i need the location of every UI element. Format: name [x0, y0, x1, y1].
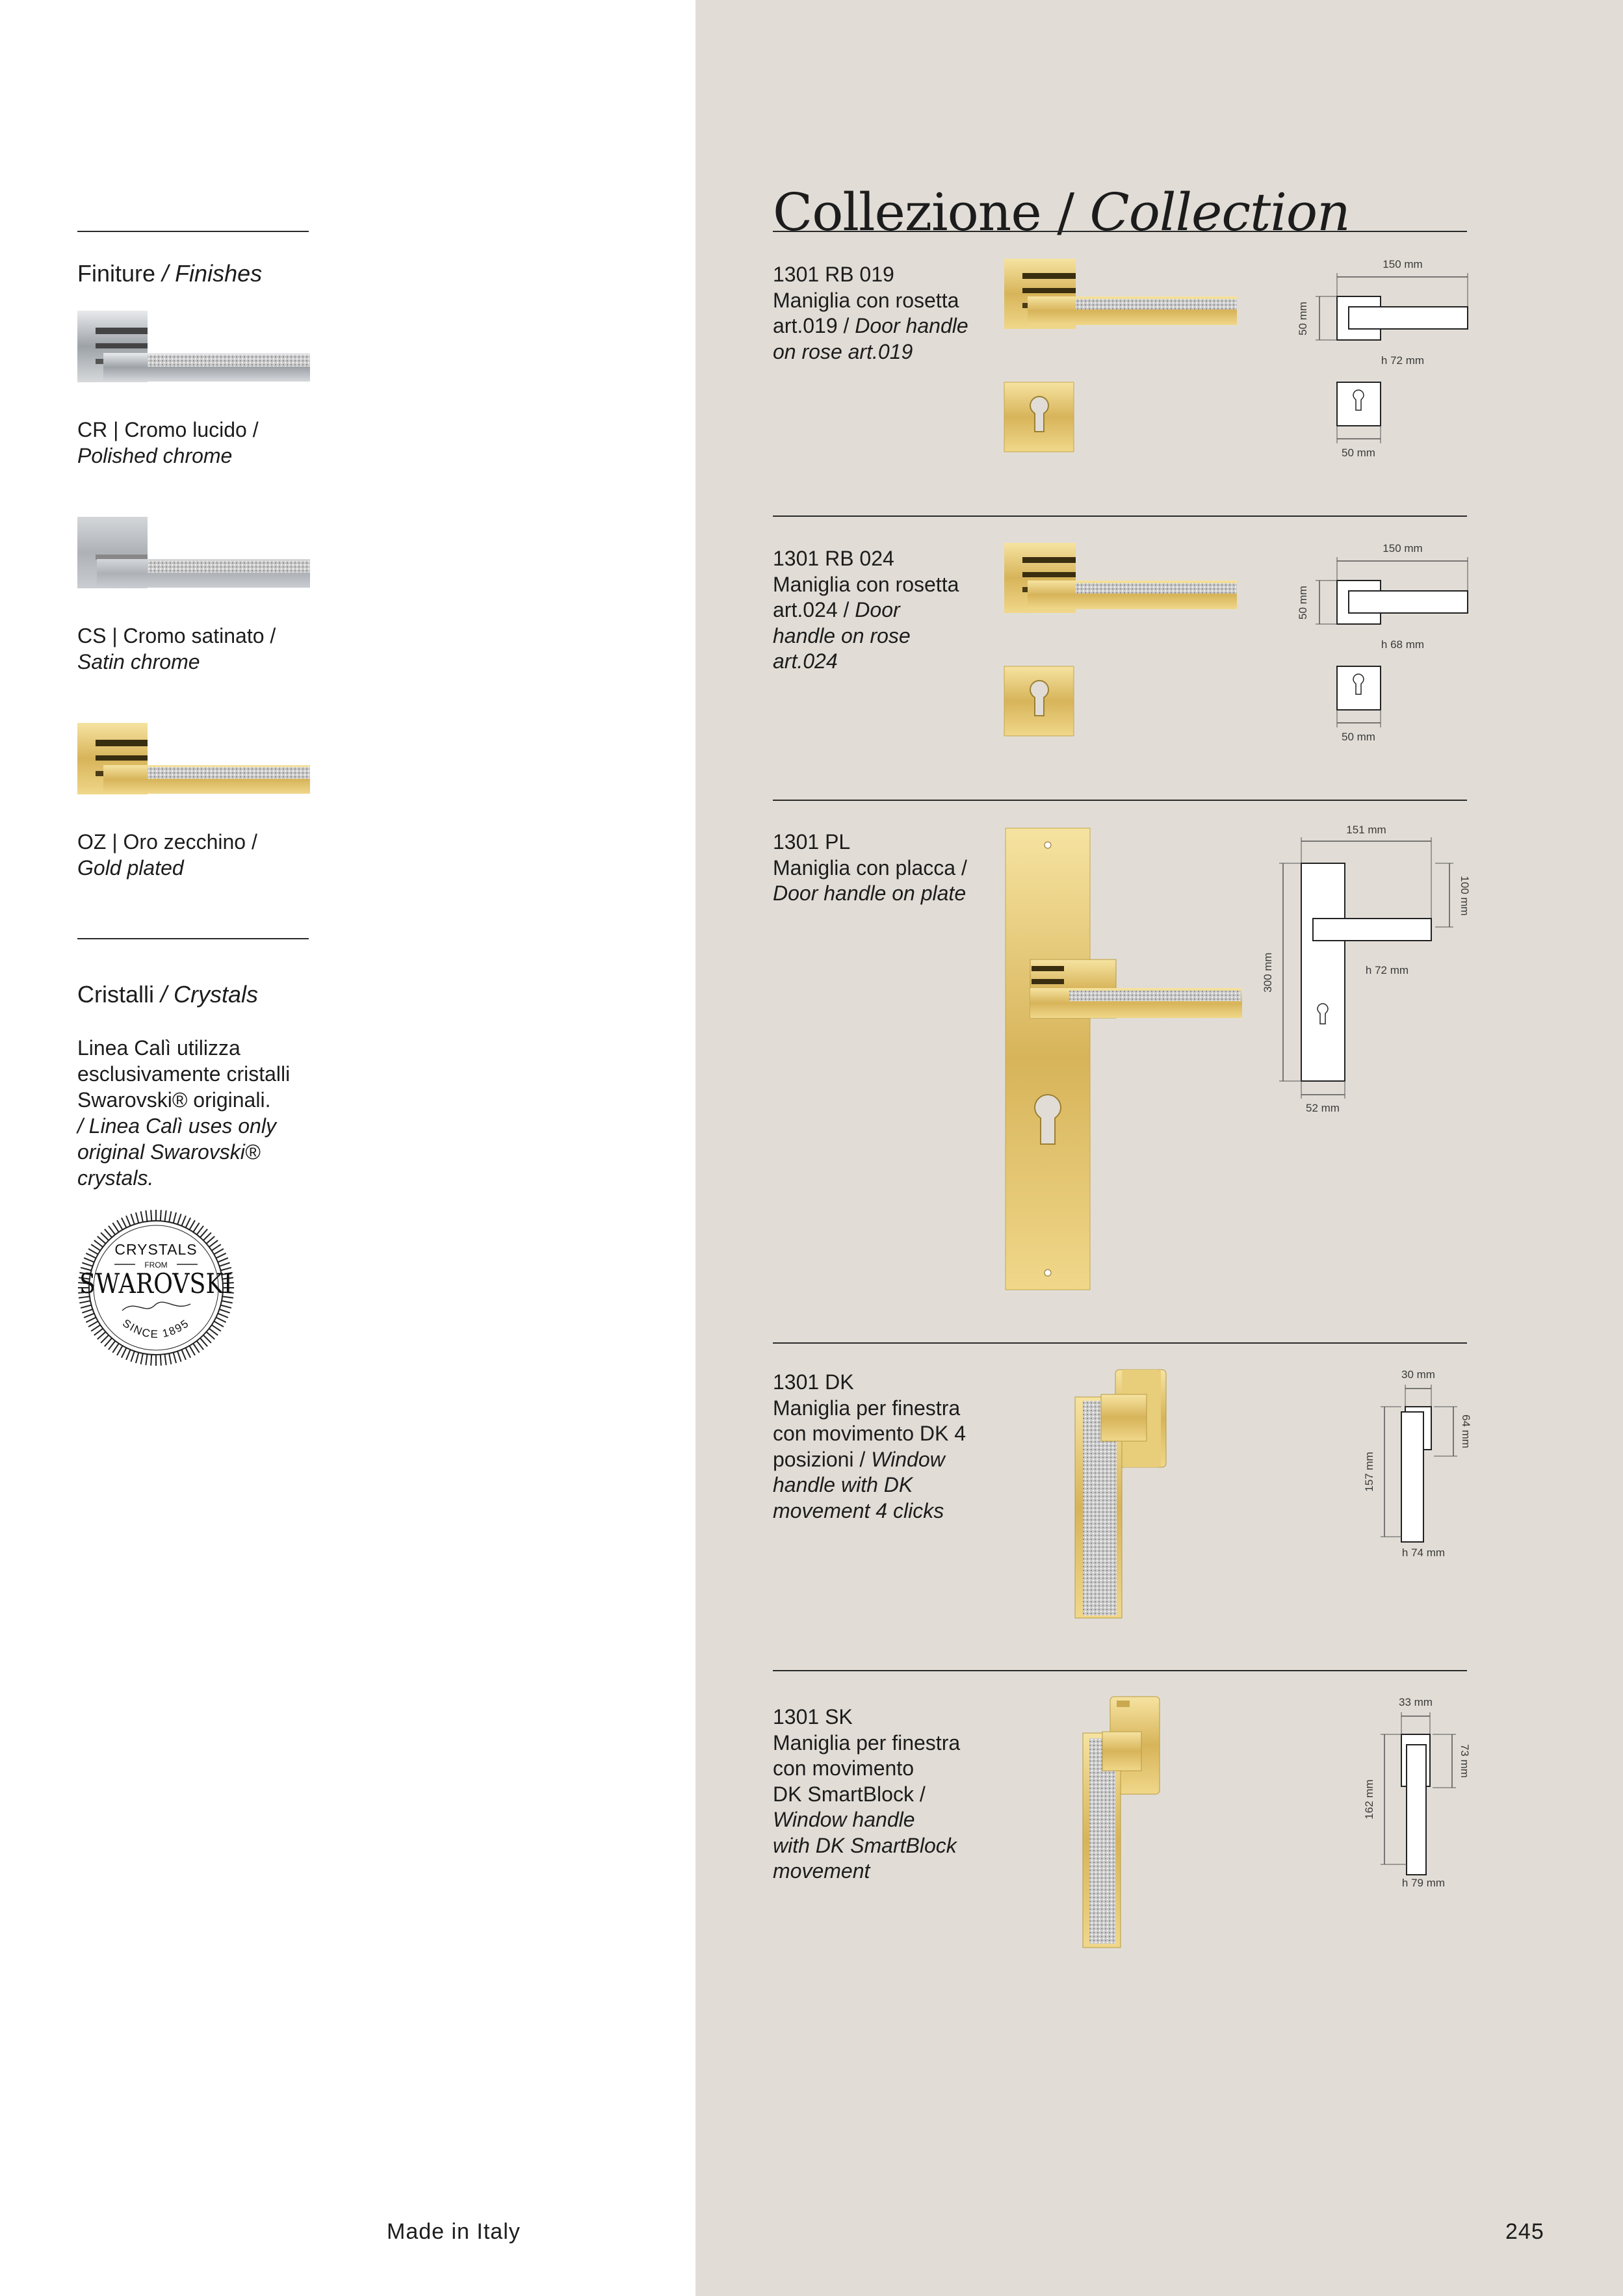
dim-label: 150 mm: [1383, 542, 1423, 554]
swarovski-seal-logo: [77, 1208, 235, 1368]
product-text-it: Maniglia per finestra: [773, 1396, 961, 1420]
finishes-title: [77, 259, 262, 288]
dim-label: 64 mm: [1460, 1415, 1472, 1448]
collection-title-en: Collection: [1089, 182, 1350, 242]
dim-label: 50 mm: [1342, 447, 1375, 459]
product-code: 1301 PL: [773, 830, 851, 854]
product-description: [773, 1370, 997, 1524]
dim-label: 100 mm: [1459, 876, 1471, 916]
crystals-line: esclusivamente cristalli: [77, 1062, 291, 1086]
finish-name-en: Polished chrome: [77, 444, 233, 467]
product-text-en: with DK SmartBlock: [773, 1833, 957, 1857]
product-text-it: con movimento DK 4: [773, 1422, 967, 1445]
finish-code: CS | Cromo satinato /: [77, 624, 276, 647]
finish-swatch-polished-chrome: [77, 311, 310, 384]
product-text-en: handle on rose: [773, 623, 911, 647]
product-text-en: Door handle: [855, 314, 968, 337]
product-text-en: movement: [773, 1859, 870, 1883]
product-code: 1301 DK: [773, 1370, 854, 1394]
product-text-it: art.019 /: [773, 314, 855, 337]
finish-name-en: Satin chrome: [77, 650, 200, 673]
divider: [773, 1342, 1467, 1344]
seal-text-crystals: CRYSTALS: [114, 1241, 198, 1258]
product-photo-handle: [1004, 259, 1238, 330]
collection-title-it: Collezione /: [773, 182, 1074, 242]
finish-code: OZ | Oro zecchino /: [77, 830, 257, 854]
product-text-en: Window: [871, 1447, 945, 1471]
product-text-it: posizioni /: [773, 1447, 872, 1471]
technical-drawing: [1293, 254, 1475, 462]
finishes-title-en: / Finishes: [162, 260, 263, 287]
product-text-it: Maniglia con rosetta: [773, 572, 959, 596]
seal-text-brand: SWAROVSKI: [79, 1268, 233, 1299]
product-text-en: Window handle: [773, 1808, 915, 1831]
product-text-en: handle with DK: [773, 1473, 913, 1496]
divider: [773, 515, 1467, 517]
technical-drawing: [1358, 1365, 1488, 1567]
dim-label: 52 mm: [1306, 1102, 1340, 1114]
product-text-it: Maniglia con placca /: [773, 855, 967, 880]
product-description: [773, 829, 1007, 907]
product-text-it: Maniglia per finestra: [773, 1730, 961, 1755]
dim-label: 50 mm: [1342, 731, 1375, 743]
dim-label: h 72 mm: [1365, 964, 1409, 976]
footer-made-in-italy: Made in Italy: [387, 2219, 521, 2244]
finish-label-cs: [77, 623, 276, 675]
dim-label: 162 mm: [1363, 1779, 1375, 1820]
collection-title: [773, 183, 1350, 242]
product-photo-window-handle: [1072, 1368, 1170, 1619]
product-description: [773, 1704, 997, 1885]
product-text-en: Door: [855, 598, 900, 621]
divider: [773, 800, 1467, 801]
crystals-line: crystals.: [77, 1166, 154, 1190]
crystals-title-en: / Crystals: [161, 981, 259, 1008]
dim-label: 300 mm: [1262, 952, 1274, 993]
product-code: 1301 SK: [773, 1705, 853, 1729]
seal-text-since-path: SINCE 1895: [120, 1316, 192, 1341]
dim-label: 30 mm: [1401, 1368, 1435, 1381]
dim-label: 50 mm: [1297, 586, 1309, 620]
crystals-line: Swarovski® originali.: [77, 1088, 271, 1112]
finish-name-en: Gold plated: [77, 856, 184, 880]
crystals-line: original Swarovski®: [77, 1140, 261, 1164]
finish-label-oz: [77, 829, 257, 881]
dim-label: 73 mm: [1459, 1744, 1471, 1778]
product-text-it: DK SmartBlock /: [773, 1782, 926, 1806]
crystals-line: Linea Calì utilizza: [77, 1036, 240, 1060]
product-text-en: movement 4 clicks: [773, 1498, 944, 1522]
product-code: 1301 RB 024: [773, 547, 894, 570]
page-number: 245: [1505, 2219, 1544, 2244]
technical-drawing: [1293, 538, 1475, 746]
finish-swatch-satin-chrome: [77, 517, 310, 590]
finishes-title-it: Finiture: [77, 260, 156, 287]
product-text-en: on rose art.019: [773, 339, 913, 363]
product-photo-keyhole-rose: [1004, 382, 1074, 452]
dim-label: h 79 mm: [1401, 1877, 1446, 1889]
dim-label: 33 mm: [1399, 1696, 1433, 1708]
dim-label: 150 mm: [1383, 258, 1423, 270]
dim-label: h 74 mm: [1401, 1546, 1446, 1559]
dim-label: h 68 mm: [1381, 638, 1425, 651]
product-photo-handle: [1004, 543, 1238, 614]
finish-code: CR | Cromo lucido /: [77, 418, 259, 441]
dim-label: 151 mm: [1346, 824, 1386, 836]
crystals-title-it: Cristalli: [77, 981, 155, 1008]
product-text-it: art.024 /: [773, 598, 855, 621]
product-text-en: art.024: [773, 649, 838, 673]
crystals-text: [77, 1035, 324, 1191]
dim-label: h 72 mm: [1381, 354, 1425, 367]
product-text-it: Maniglia con rosetta: [773, 288, 959, 312]
divider: [773, 1670, 1467, 1671]
divider: [77, 938, 309, 939]
product-code: 1301 RB 019: [773, 263, 894, 286]
technical-drawing: [1358, 1693, 1488, 1896]
product-description: [773, 546, 997, 675]
product-description: [773, 262, 997, 365]
divider: [773, 231, 1467, 232]
finish-swatch-gold: [77, 723, 310, 796]
technical-drawing: [1254, 820, 1475, 1126]
dim-label: 157 mm: [1363, 1452, 1375, 1492]
product-photo-window-handle: [1079, 1695, 1163, 1949]
divider: [77, 231, 309, 232]
product-photo-keyhole-rose: [1004, 666, 1074, 737]
dim-label: 50 mm: [1297, 302, 1309, 335]
crystals-line: / Linea Calì uses only: [77, 1114, 276, 1138]
seal-text-from: FROM: [144, 1260, 168, 1270]
product-text-it: con movimento: [773, 1756, 914, 1780]
crystals-title: [77, 980, 258, 1009]
product-text-en: Door handle on plate: [773, 881, 967, 905]
product-photo-handle-on-plate: [1004, 828, 1245, 1291]
finish-label-cr: [77, 417, 259, 469]
